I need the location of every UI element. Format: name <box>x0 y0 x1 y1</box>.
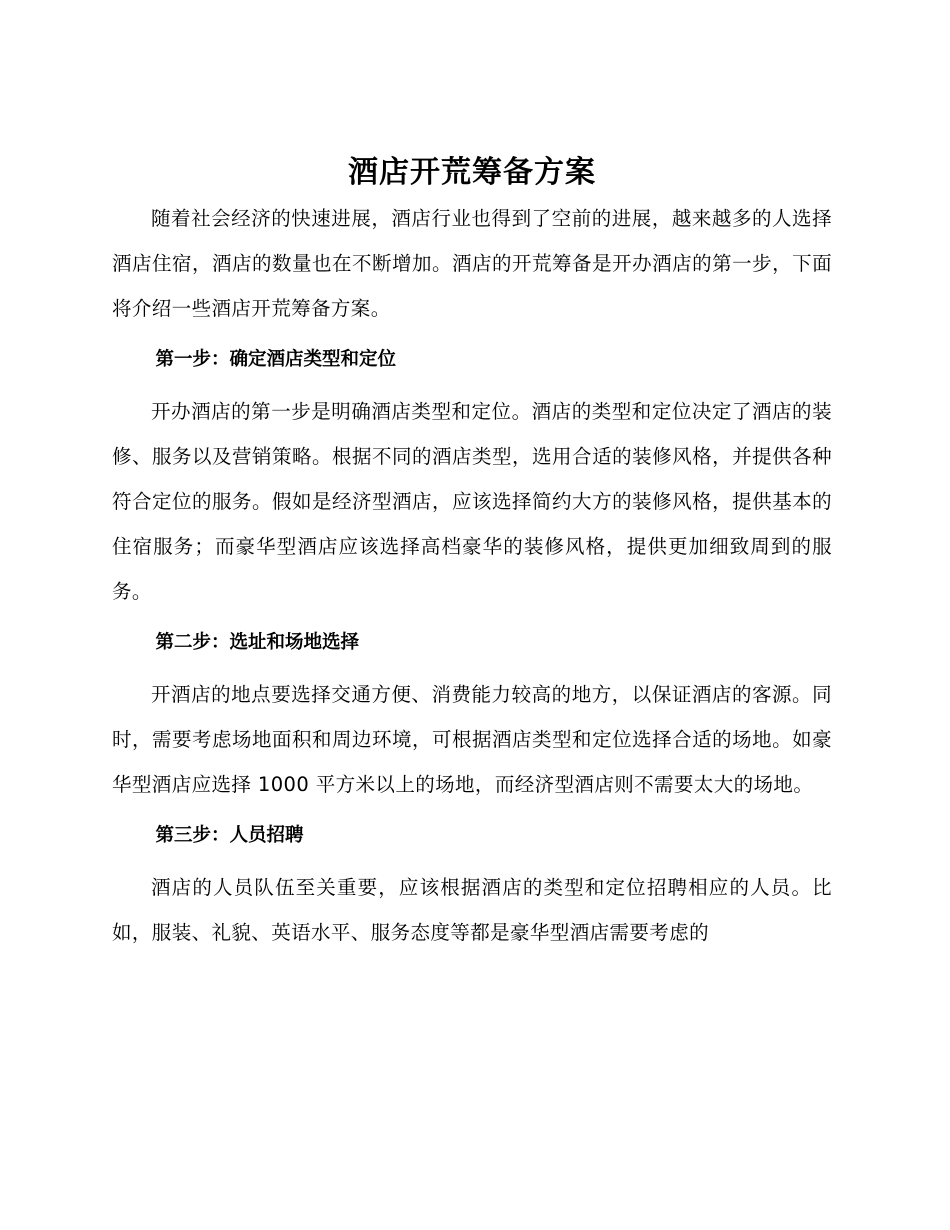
document-page <box>112 150 832 955</box>
section-heading-step1: 第一步：确定酒店类型和定位 <box>155 349 396 370</box>
section-body-step3: 酒店的人员队伍至关重要，应该根据酒店的类型和定位招聘相应的人员。比如，服装、礼貌、英语水平、服务态度等都是豪华型酒店需要考虑的 <box>112 876 832 944</box>
section-heading-step3: 第三步：人员招聘 <box>155 825 304 846</box>
section-body-step2: 开酒店的地点要选择交通方便、消费能力较高的地方，以保证酒店的客源。同时，需要考虑场地面积和周边环境，可根据酒店类型和定位选择合适的场地。如豪华型酒店应选择 1000 平方米以上的场地，而经济型酒店则不需要太大的场地。 <box>112 683 832 796</box>
document-title: 酒店开荒筹备方案 <box>348 155 596 190</box>
intro-paragraph: 随着社会经济的快速进展，酒店行业也得到了空前的进展，越来越多的人选择酒店住宿，酒店的数量也在不断增加。酒店的开荒筹备是开办酒店的第一步，下面将介绍一些酒店开荒筹备方案。 <box>112 207 832 320</box>
section-heading-step2: 第二步：选址和场地选择 <box>155 632 359 653</box>
section-body-step1: 开办酒店的第一步是明确酒店类型和定位。酒店的类型和定位决定了酒店的装修、服务以及营销策略。根据不同的酒店类型，选用合适的装修风格，并提供各种符合定位的服务。假如是经济型酒店，应该选择简约大方的装修风格，提供基本的住宿服务；而豪华型酒店应该选择高档豪华的装修风格，提供更加细致周到的服务。 <box>112 400 832 603</box>
